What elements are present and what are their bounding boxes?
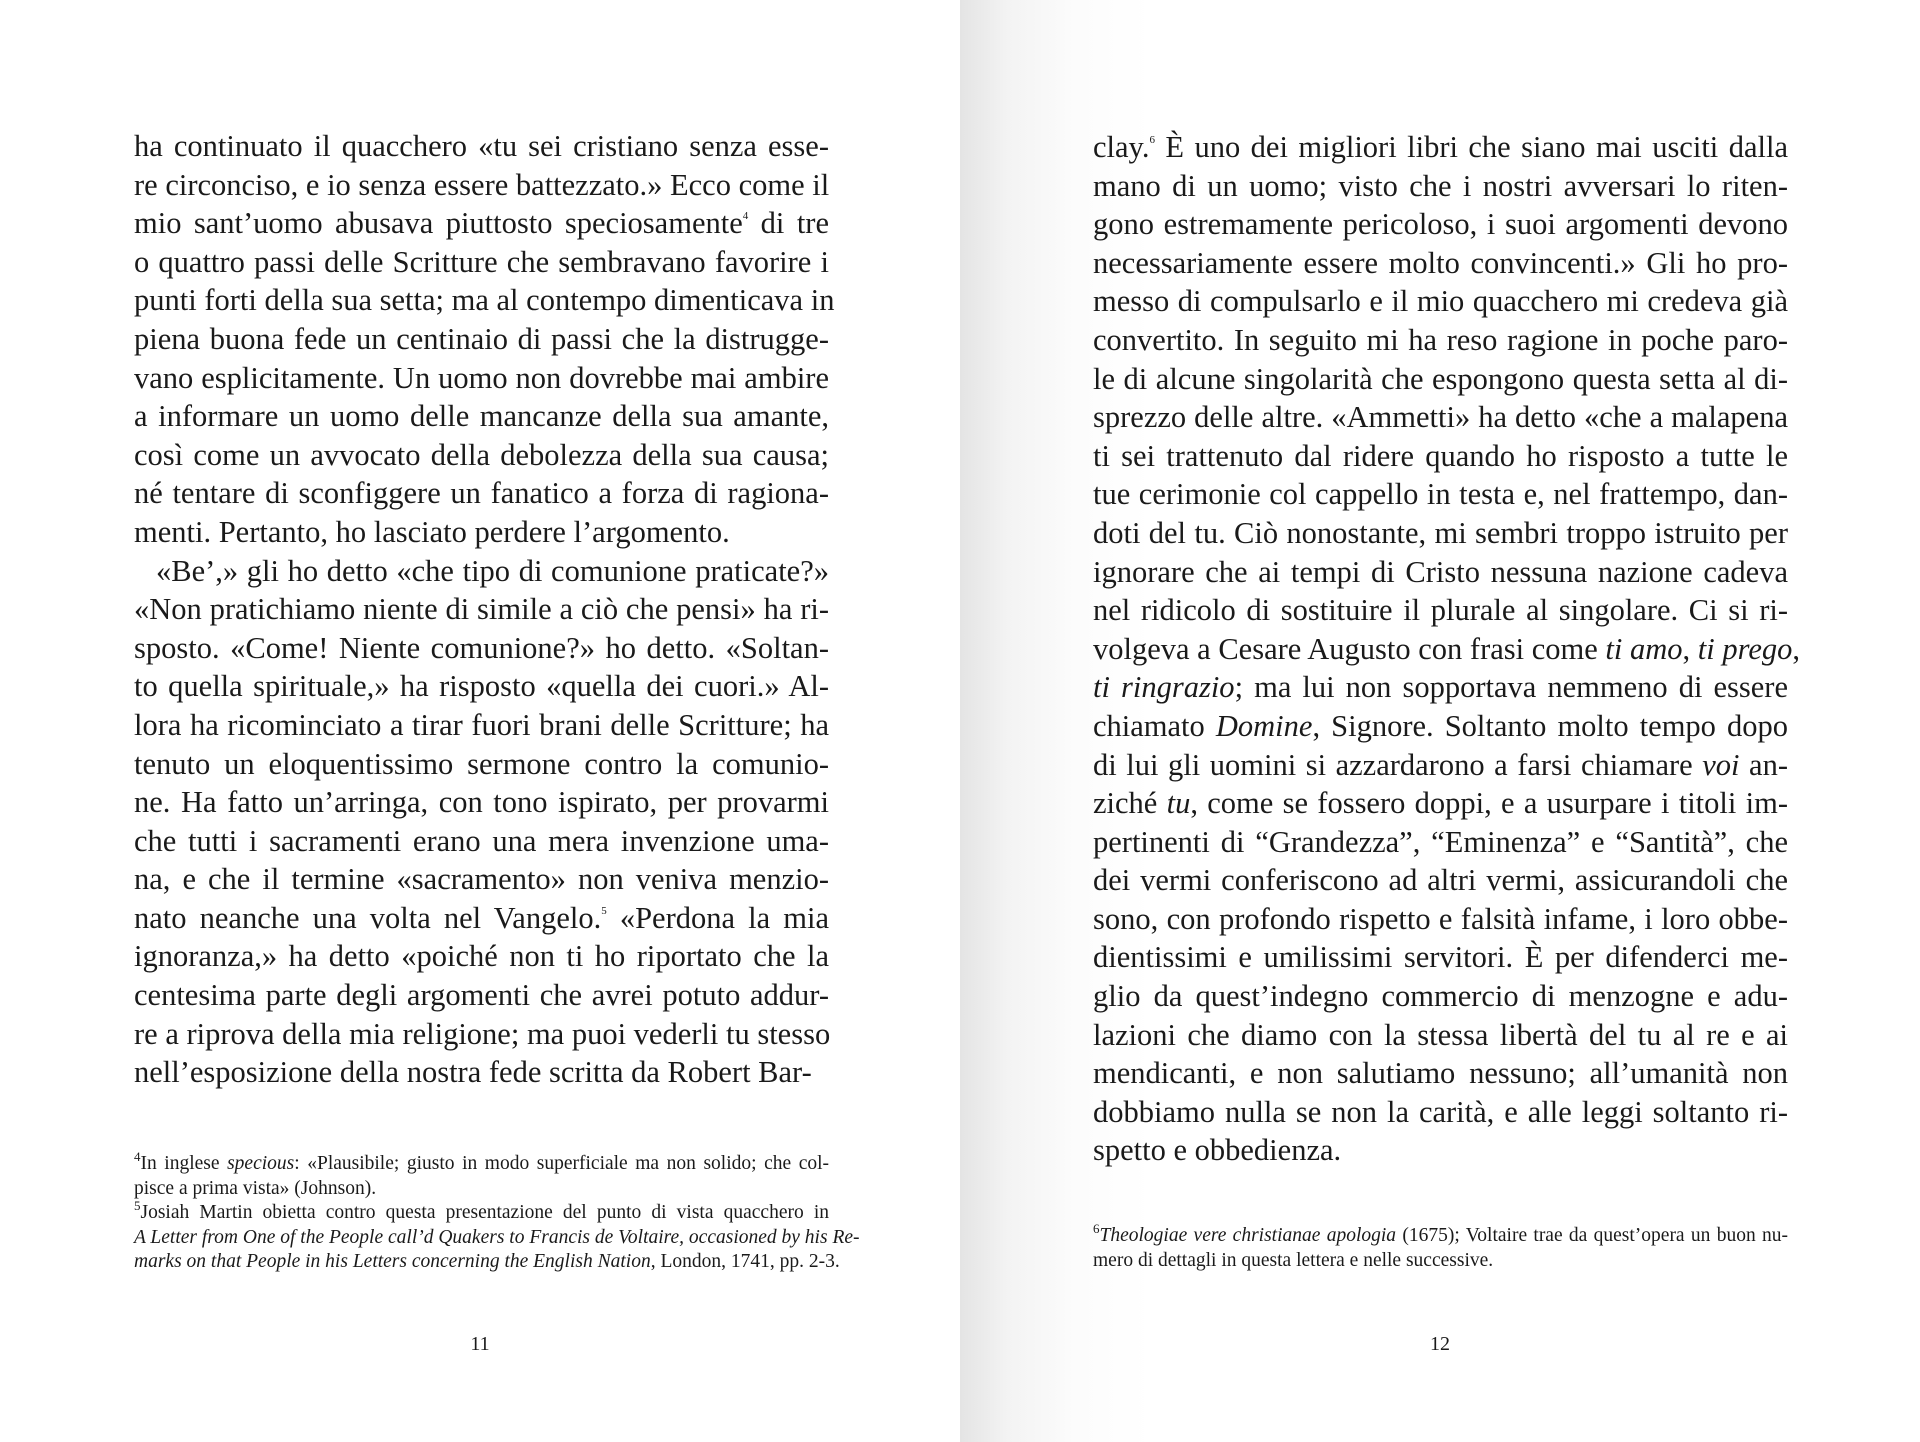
text-line: mendicanti, e non salutiamo nessuno; all’umanità non [1093,1056,1788,1091]
text-line: pertinenti di “Grandezza”, “Eminenza” e “Santità”, che [1093,824,1788,859]
text-line: lazioni che diamo con la stessa libertà del tu al re e ai [1093,1017,1788,1052]
text-line: ha continuato il quacchero «tu sei cristiano senza esse- [134,129,829,163]
footnote-5-italic: A Letter from One of the People call’d Quakers to Francis de Voltaire, occasioned by his Re- [134,1226,860,1248]
text-line: vano esplicitamente. Un uomo non dovrebbe mai ambire [134,360,829,395]
footnote-4-number: 4 [134,1149,141,1164]
text-line: di lui gli uomini si azzardarono a farsi chiamare voi an- [1093,747,1789,782]
page-number: 11 [470,1333,490,1355]
footnote-5-text: , London, 1741, pp. 2-3. [650,1251,840,1272]
text-line: clay.$^6$ È uno dei migliori libri che siano mai usciti dalla [1093,130,1788,164]
text-line: re circonciso, e io senza essere battezzato.» Ecco come il [134,167,830,202]
footnote-6-italic: Theologiae vere christianae apologia [1099,1225,1397,1246]
text-line: punti forti della sua setta; ma al contempo dimenticava in [134,283,835,318]
text-line: che tutti i sacramenti erano una mera invenzione uma- [134,823,829,858]
text-line: menti. Pertanto, ho lasciato perdere l’argomento. [134,514,730,549]
text-line: messo di compulsarlo e il mio quacchero mi credeva già [1093,284,1788,319]
text-line: spetto e obbedienza. [1093,1133,1342,1168]
text-line: sono, con profondo rispetto e falsità infame, i loro obbe- [1093,901,1788,936]
footnote-5-line-1 [134,1198,829,1226]
right-footnotes [1093,1221,1788,1273]
text-line: na, e che il termine «sacramento» non veniva menzio- [134,862,829,897]
text-line: piena buona fede un centinaio di passi che la distrugge- [134,321,829,356]
text-line: o quattro passi delle Scritture che sembravano favorire i [134,244,829,279]
footnote-5-line-3 [134,1250,840,1275]
text-line: né tentare di sconfiggere un fanatico a forza di ragiona- [134,476,829,511]
text-line: ziché tu, come se fossero doppi, e a usurpare i titoli im- [1093,786,1788,821]
text-line: nell’esposizione della nostra fede scritta da Robert Bar- [134,1055,812,1090]
text-line: «Non pratichiamo niente di simile a ciò che pensi» ha ri- [134,592,829,627]
right-body-text [1093,128,1801,1170]
footnote-6-text: (1675); Voltaire trae da quest’opera un buon nu- [1396,1225,1788,1246]
text-line: ti sei trattenuto dal ridere quando ho risposto a tutte le [1093,438,1788,473]
footnote-6-line-2: mero di dettagli in questa lettera e nelle successive. [1093,1249,1494,1271]
footnote-4-line-1 [134,1149,830,1177]
text-line: re a riprova della mia religione; ma puoi vederli tu stesso [134,1016,831,1051]
left-body-text [134,127,835,1092]
text-line: nel ridicolo di sostituire il plurale al singolare. Ci si ri- [1093,593,1788,628]
text-line: glio da quest’indegno commercio di menzogne e adu- [1093,979,1788,1014]
text-line: mano di un uomo; visto che i nostri avversari lo riten- [1093,168,1788,203]
text-line: chiamato Domine, Signore. Soltanto molto tempo dopo [1093,708,1788,743]
footnote-5-number: 5 [134,1198,141,1213]
text-line: lora ha ricominciato a tirar fuori brani delle Scritture; ha [134,707,829,742]
text-line: gono estremamente pericoloso, i suoi argomenti devono [1093,207,1788,242]
text-line: ne. Ha fatto un’arringa, con tono ispirato, per provarmi [134,785,829,820]
text-line: doti del tu. Ciò nonostante, mi sembri troppo istruito per [1093,515,1788,550]
text-line: ignoranza,» ha detto «poiché non ti ho riportato che la [134,939,829,974]
text-line: a informare un uomo delle mancanze della sua amante, [134,399,829,434]
text-line: mio sant’uomo abusava piuttosto speciosamente$^4$ di tre [134,206,829,241]
text-line: dobbiamo nulla se non la carità, e alle leggi soltanto ri- [1093,1094,1788,1129]
text-line: necessariamente essere molto convincenti.» Gli ho pro- [1093,245,1788,280]
text-line: sposto. «Come! Niente comunione?» ho detto. «Soltan- [134,630,829,665]
text-line: convertito. In seguito mi ha reso ragione in poche paro- [1093,322,1788,357]
text-line: dei vermi conferiscono ad altri vermi, assicurandoli che [1093,863,1788,898]
footnote-5-line-2 [134,1226,860,1251]
text-line: le di alcune singolarità che espongono questa setta al di- [1093,361,1788,396]
footnote-4-text: : «Plausibile; giusto in modo superficiale ma non solido; che col- [294,1153,830,1174]
text-line: ti ringrazio; ma lui non sopportava nemmeno di essere [1093,670,1788,705]
text-line: ignorare che ai tempi di Cristo nessuna nazione cadeva [1093,554,1788,589]
footnote-5-italic: marks on that People in his Letters concerning the English Nation [134,1251,651,1272]
footnote-6-number: 6 [1093,1221,1100,1236]
footnote-4-text: In inglese [140,1153,228,1174]
text-line: «Be’,» gli ho detto «che tipo di comunione praticate?» [156,553,829,588]
right-page [960,0,1920,1442]
footnote-6-line-1 [1093,1221,1788,1249]
text-line: centesima parte degli argomenti che avrei potuto addur- [134,978,829,1013]
footnote-4-italic: specious [227,1153,295,1174]
text-line: tenuto un eloquentissimo sermone contro la comunio- [134,746,829,781]
left-footnotes [134,1149,860,1275]
page-number: 12 [1430,1333,1450,1355]
footnote-4-line-2: pisce a prima vista» (Johnson). [134,1177,377,1199]
footnote-5-text: Josiah Martin obietta contro questa presentazione del punto di vista quacchero in [140,1202,829,1223]
text-line: sprezzo delle altre. «Ammetti» ha detto «che a malapena [1093,400,1788,435]
text-line: dientissimi e umilissimi servitori. È per difenderci me- [1093,940,1788,975]
text-line: to quella spirituale,» ha risposto «quella dei cuori.» Al- [134,669,829,704]
text-line: nato neanche una volta nel Vangelo.$^5$ «Perdona la mia [134,900,829,935]
text-line: così come un avvocato della debolezza della sua causa; [134,437,829,472]
text-line: volgeva a Cesare Augusto con frasi come ti amo, ti prego, [1093,631,1801,666]
text-line: tue cerimonie col cappello in testa e, nel frattempo, dan- [1093,477,1788,512]
